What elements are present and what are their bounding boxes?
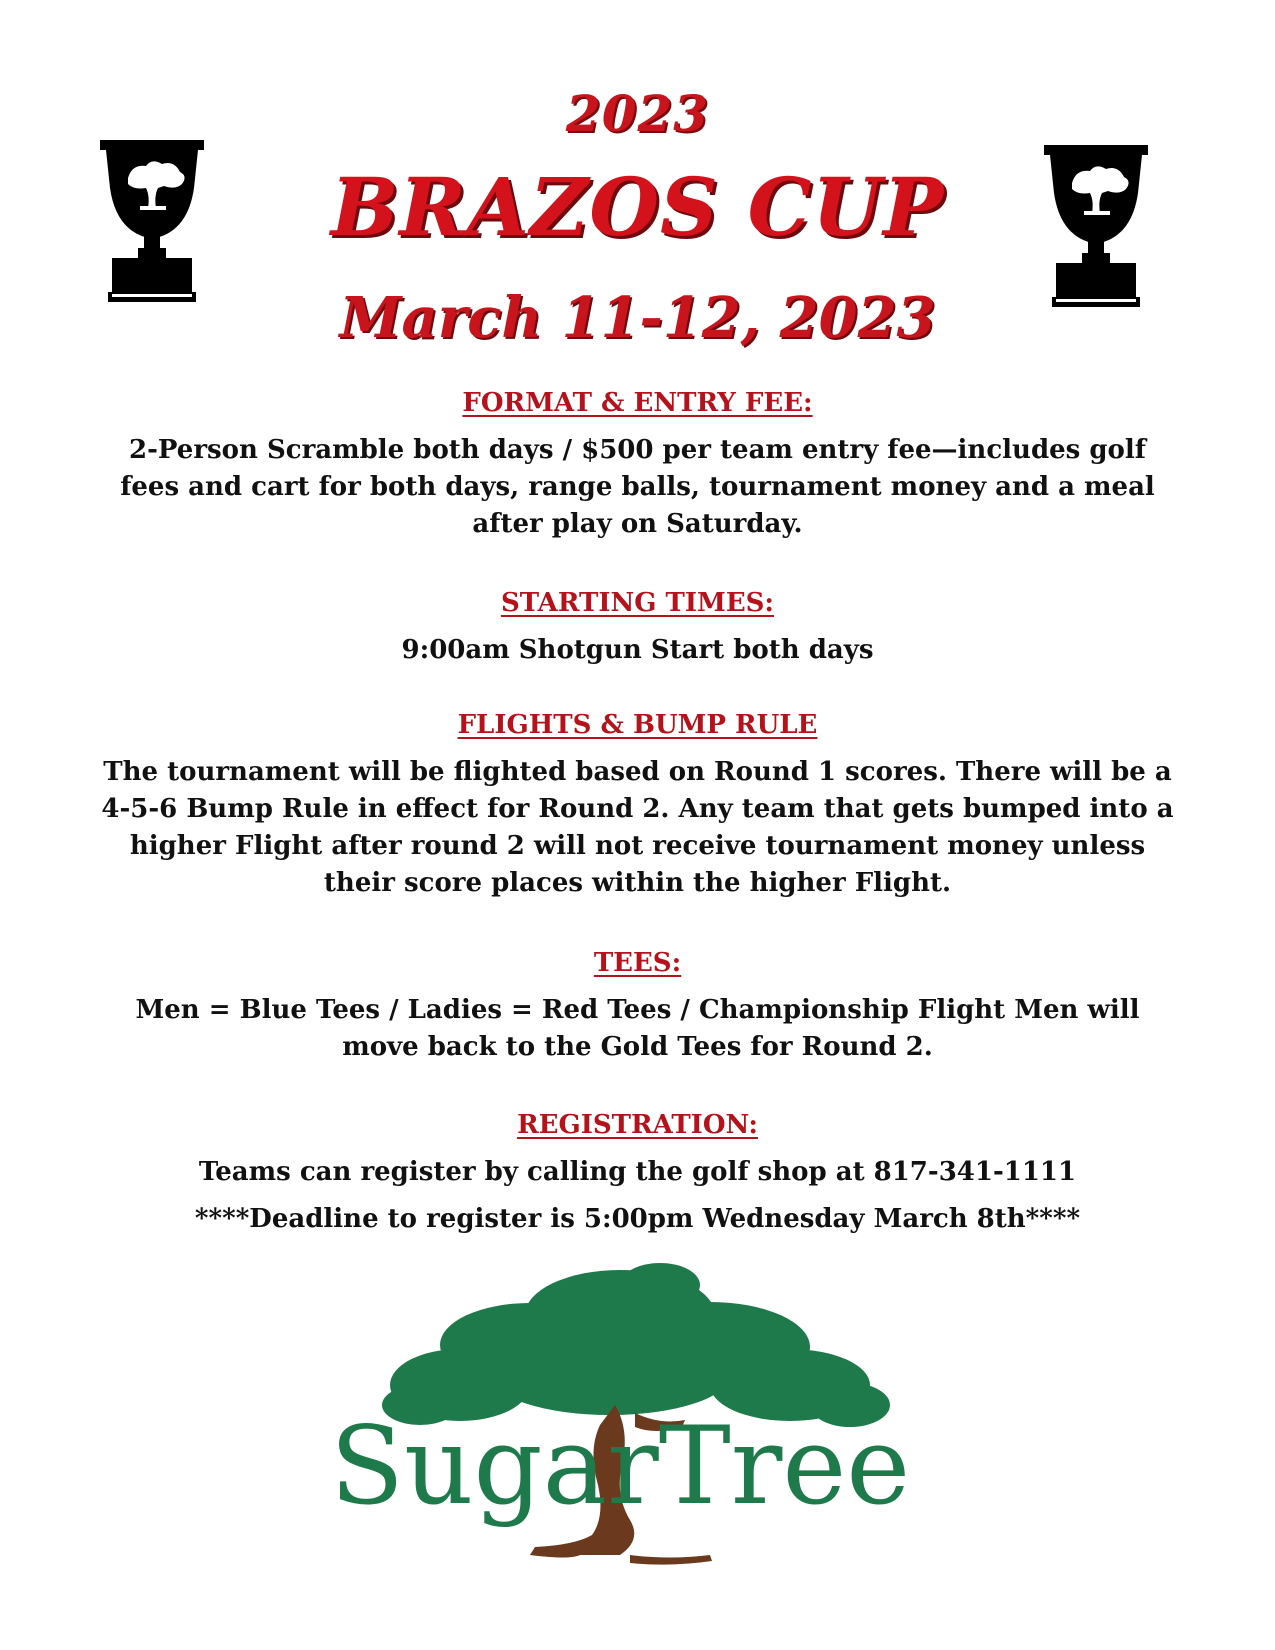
section-body [60, 632, 1215, 669]
section-body [60, 992, 1215, 1066]
text-line: after play on Saturday. [472, 509, 803, 539]
section-heading: FORMAT & ENTRY FEE: [462, 388, 813, 418]
format-section [60, 388, 1215, 543]
text-line: fees and cart for both days, range balls, tournament money and a meal [120, 472, 1155, 502]
section-heading: TEES: [593, 948, 682, 978]
section-heading: STARTING TIMES: [500, 588, 775, 618]
text-line: The tournament will be flighted based on Round 1 scores. There will be a [103, 757, 1172, 787]
section-body [60, 1154, 1215, 1191]
text-line: 9:00am Shotgun Start both days [401, 635, 874, 665]
flyer-header [0, 0, 1275, 370]
section-heading: FLIGHTS & BUMP RULE [457, 710, 818, 740]
section-body [60, 432, 1215, 543]
sugartree-logo [330, 1255, 930, 1585]
text-line: Men = Blue Tees / Ladies = Red Tees / Championship Flight Men will [135, 995, 1140, 1025]
logo-text: SugarTree [330, 1404, 911, 1529]
text-line: their score places within the higher Flight. [323, 868, 952, 898]
event-year: 2023 [565, 84, 710, 143]
event-title: BRAZOS CUP [330, 160, 945, 254]
event-dates: March 11-12, 2023 [339, 285, 936, 351]
text-line: Teams can register by calling the golf shop at 817-341-1111 [198, 1157, 1077, 1187]
registration-section [60, 1110, 1215, 1238]
tree-roots [630, 1555, 712, 1565]
section-heading: REGISTRATION: [517, 1110, 758, 1140]
section-body [60, 754, 1215, 902]
starting-times-section [60, 588, 1215, 669]
text-line: ****Deadline to register is 5:00pm Wednesday March 8th**** [194, 1204, 1081, 1234]
trophy-icon [1042, 143, 1158, 313]
text-line: 4-5-6 Bump Rule in effect for Round 2. Any team that gets bumped into a [101, 794, 1174, 824]
registration-deadline [60, 1201, 1215, 1238]
text-line: 2-Person Scramble both days / $500 per team entry fee—includes golf [129, 435, 1146, 465]
text-line: move back to the Gold Tees for Round 2. [342, 1032, 933, 1062]
tees-section [60, 948, 1215, 1066]
flights-section [60, 710, 1215, 902]
text-line: higher Flight after round 2 will not receive tournament money unless [129, 831, 1146, 861]
tree-canopy [382, 1263, 890, 1427]
